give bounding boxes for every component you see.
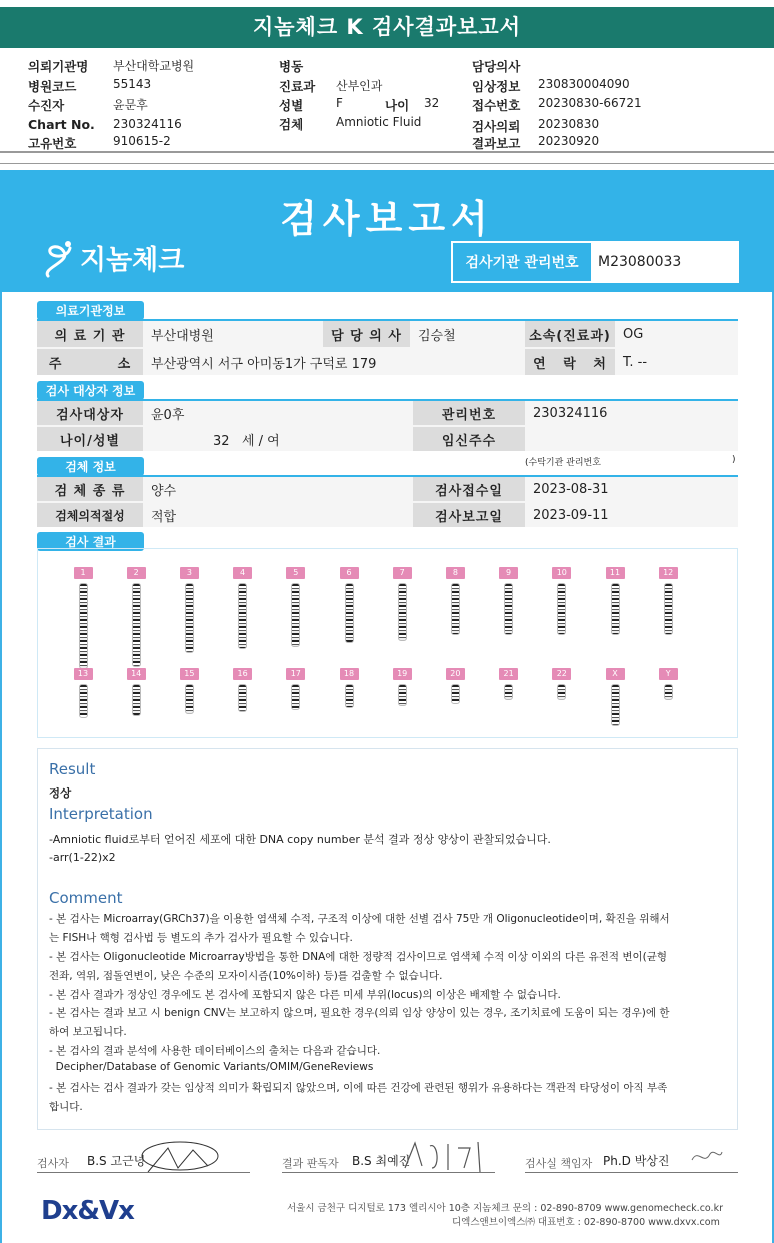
comment-heading: Comment [49,889,123,907]
comment-line: 합니다. [49,1101,83,1113]
section-tag-specimen: 검체 정보 [37,457,144,476]
field-label: 검사의뢰 [472,119,521,134]
chromosome-label: 9 [499,567,518,579]
dxvx-logo: Dx&Vx [41,1196,134,1226]
field-label: 고유번호 [28,136,77,151]
chromosome-20 [445,668,465,704]
comment-line: Decipher/Database of Genomic Variants/OMIM/GeneReviews [49,1061,374,1073]
chromosome-21 [499,668,519,700]
dept-value: OG [623,326,644,342]
field-label: 임상정보 [472,79,521,94]
dna-logo-icon [40,238,74,278]
chromosome-15 [179,668,199,714]
org-label: 의 료 기 관 [37,321,143,347]
field-label: 의뢰기관명 [28,59,89,74]
comment-line: 하여 보고됩니다. [49,1026,127,1038]
chromosome-bands [291,684,300,710]
field-value: 산부인과 [336,79,383,93]
agesex-value: 32 세 / 여 [213,433,280,449]
contact-value: T. -- [623,354,648,370]
chromosome-bands [504,684,513,700]
chromosome-label: 1 [74,567,93,579]
field-value: 910615-2 [113,134,171,148]
field-label: 수진자 [28,98,65,113]
mgmt-number-box [451,241,739,283]
section-tag-subject: 검사 대상자 정보 [37,381,144,400]
chromosome-17 [286,668,306,710]
comment-line: - 본 검사는 결과 보고 시 benign CNV는 보고하지 않으며, 필요한 경우(의뢰 임상 양상이 있는 경우, 조기치료에 도움이 되는 경우)에 한 [49,1007,670,1019]
field-value: 20230830-66721 [538,96,642,110]
field-label: 담당의사 [472,59,521,74]
field-value: 부산대학교병원 [113,59,195,73]
signature-line [282,1172,495,1173]
chromosome-label: X [606,668,625,680]
report-title: 검사보고서 [280,197,494,241]
chromosome-bands [291,583,300,647]
chromosome-label: 16 [233,668,252,680]
chromosome-9 [499,567,519,635]
chromosome-label: 18 [340,668,359,680]
chromosome-19 [392,668,412,706]
field-value: 55143 [113,77,152,91]
chromosome-3 [179,567,199,653]
interpretation-heading: Interpretation [49,805,153,823]
field-label: 진료과 [279,79,316,94]
chromosome-label: 10 [552,567,571,579]
signer-role: 결과 판독자 [282,1157,339,1170]
chromosome-label: 2 [127,567,146,579]
signer-role: 검사자 [37,1157,69,1170]
chromosome-bands [664,684,673,700]
interpretation-line: -Amniotic fluid로부터 얻어진 세포에 대한 DNA copy number 분석 결과 정상 양상이 관찰되었습니다. [49,833,551,846]
comment-line: - 본 검사의 결과 분석에 사용한 데이터베이스의 출처는 다음과 같습니다. [49,1045,381,1057]
comment-line: 전좌, 역위, 점돌연변이, 낮은 수준의 모자이시즘(10%이하) 등)를 검출할 수 없습니다. [49,970,443,982]
field-label: 검체 [279,117,304,132]
chromosome-label: 21 [499,668,518,680]
signature-line [37,1172,250,1173]
chromosome-bands [398,684,407,706]
signer-name: B.S 고근녕 [87,1154,146,1168]
field-value: F [336,96,343,110]
receipt-date-value: 2023-08-31 [533,481,609,497]
result-value: 정상 [49,786,72,800]
chromosome-label: 7 [393,567,412,579]
consignment-note-end: ) [732,455,736,465]
dept-label: 소속(진료과) [525,321,615,347]
comment-line: 는 FISH나 핵형 검사법 등 별도의 추가 검사가 필요할 수 있습니다. [49,932,353,944]
chromosome-4 [233,567,253,649]
report-header-title: 지놈체크 K 검사결과보고서 [0,7,774,48]
chromosome-label: 13 [74,668,93,680]
field-label: 성별 [279,98,304,113]
subject-id-label: 관리번호 [413,401,525,425]
field-value: Amniotic Fluid [336,115,422,129]
chromosome-bands [79,583,88,669]
addr-value: 부산광역시 서구 아미동1가 구덕로 179 [151,356,377,372]
chromosome-bands [132,583,141,667]
comment-line: - 본 검사는 Microarray(GRCh37)을 이용한 염색체 수적, 구조적 이상에 대한 선별 검사 75만 개 Oligonucleotide이며, 확진을 위해서 [49,913,670,925]
section-tag-results: 검사 결과 [37,532,144,551]
logo-text: 지놈체크 [80,245,185,276]
mgmt-label: 검사기관 관리번호 [453,243,591,281]
field-value: 230324116 [113,117,182,131]
doctor-value: 김승철 [418,328,456,344]
signer-role: 검사실 책임자 [525,1157,593,1170]
chromosome-label: 5 [286,567,305,579]
pregnancy-week-label: 임신주수 [413,427,525,451]
chromosome-bands [79,684,88,718]
chromosome-1 [73,567,93,669]
addr-label: 주 소 [37,349,143,375]
receipt-date-label: 검사접수일 [413,477,525,501]
specimen-type-label: 검 체 종 류 [37,477,143,501]
chromosome-label: 14 [127,668,146,680]
chromosome-18 [339,668,359,708]
chromosome-bands [345,684,354,708]
doctor-label: 담 당 의 사 [323,321,410,347]
chromosome-Y [658,668,678,700]
field-label: 나이 [385,98,410,113]
chromosome-bands [611,583,620,635]
chromosome-label: Y [659,668,678,680]
signature-mark [400,1138,495,1176]
chromosome-label: 8 [446,567,465,579]
chromosome-bands [345,583,354,643]
chromosome-bands [557,684,566,700]
field-value: 20230830 [538,117,600,131]
signer-name: Ph.D 박상진 [603,1154,670,1168]
divider [0,163,774,164]
chromosome-7 [392,567,412,641]
subject-name-label: 검사대상자 [37,401,143,425]
chromosome-bands [398,583,407,641]
field-value: 32 [424,96,440,110]
field-label: 접수번호 [472,98,521,113]
chromosome-label: 4 [233,567,252,579]
agesex-label: 나이/성별 [37,427,143,451]
chromosome-11 [605,567,625,635]
field-label: 병동 [279,59,304,74]
report-date-label: 검사보고일 [413,503,525,527]
comment-line: - 본 검사는 Oligonucleotide Microarray방법을 통한 DNA에 대한 정량적 검사이므로 염색체 수적 이상 이외의 다른 유전적 변이(균형 [49,951,668,963]
field-label: 병원코드 [28,79,77,94]
chromosome-bands [451,684,460,704]
consignment-note: (수탁기관 관리번호 [525,458,601,468]
chromosome-label: 22 [552,668,571,680]
report-date-value: 2023-09-11 [533,507,609,523]
genomecheck-logo [40,235,184,280]
chromosome-bands [504,583,513,635]
comment-line: - 본 검사는 검사 결과가 갖는 임상적 의미가 확립되지 않았으며, 이에 따른 건강에 관련된 행위가 유용하다는 객관적 타당성이 아직 부족 [49,1082,668,1094]
section-tag-institution: 의료기관정보 [37,301,144,320]
chromosome-14 [126,668,146,716]
divider [0,151,774,153]
chromosome-label: 15 [180,668,199,680]
interpretation-line: -arr(1-22)x2 [49,851,116,864]
specimen-fitness-value: 적합 [151,509,177,525]
chromosome-bands [664,583,673,635]
contact-label: 연 락 처 [525,349,615,375]
chromosome-16 [233,668,253,712]
chromosome-bands [451,583,460,635]
subject-id-value: 230324116 [533,405,608,421]
chromosome-label: 20 [446,668,465,680]
chromosome-bands [611,684,620,726]
field-value: 윤문후 [113,98,148,112]
chromosome-8 [445,567,465,635]
footer-address: 서울시 금천구 디지털로 173 엘리시아 10층 지놈체크 문의 : 02-890-8709 www.genomecheck.co.kr [287,1203,723,1214]
karyogram-panel [37,548,738,738]
chromosome-bands [185,684,194,714]
signer-name: B.S 최예진 [352,1154,411,1168]
chromosome-5 [286,567,306,647]
chromosome-10 [552,567,572,635]
chromosome-label: 19 [393,668,412,680]
chromosome-12 [658,567,678,635]
chromosome-bands [557,583,566,635]
field-value: 20230920 [538,134,600,148]
subject-name-value: 윤0후 [151,407,185,423]
pregnancy-week-value [525,427,738,451]
specimen-type-value: 양수 [151,483,177,499]
chromosome-22 [552,668,572,700]
specimen-fitness-label: 검체의적절성 [37,503,143,527]
field-label: 결과보고 [472,136,521,151]
chromosome-bands [132,684,141,716]
footer-company: 디엑스앤브이엑스㈜ 대표번호 : 02-890-8700 www.dxvx.com [452,1217,720,1228]
chromosome-2 [126,567,146,667]
chromosome-label: 17 [286,668,305,680]
signature-mark [690,1146,724,1168]
chromosome-label: 6 [340,567,359,579]
chromosome-label: 12 [659,567,678,579]
chromosome-bands [238,684,247,712]
comment-line: - 본 검사 결과가 정상인 경우에도 본 검사에 포함되지 않은 다른 미세 부위(locus)의 이상은 배제할 수 없습니다. [49,989,561,1001]
signature-line [525,1172,738,1173]
chromosome-bands [185,583,194,653]
chromosome-bands [238,583,247,649]
chromosome-X [605,668,625,726]
field-label: Chart No. [28,117,95,132]
result-heading: Result [49,760,96,778]
chromosome-label: 3 [180,567,199,579]
field-value: 230830004090 [538,77,630,91]
chromosome-13 [73,668,93,718]
chromosome-6 [339,567,359,643]
org-value: 부산대병원 [151,328,214,344]
mgmt-value: M23080033 [598,254,682,270]
chromosome-label: 11 [606,567,625,579]
